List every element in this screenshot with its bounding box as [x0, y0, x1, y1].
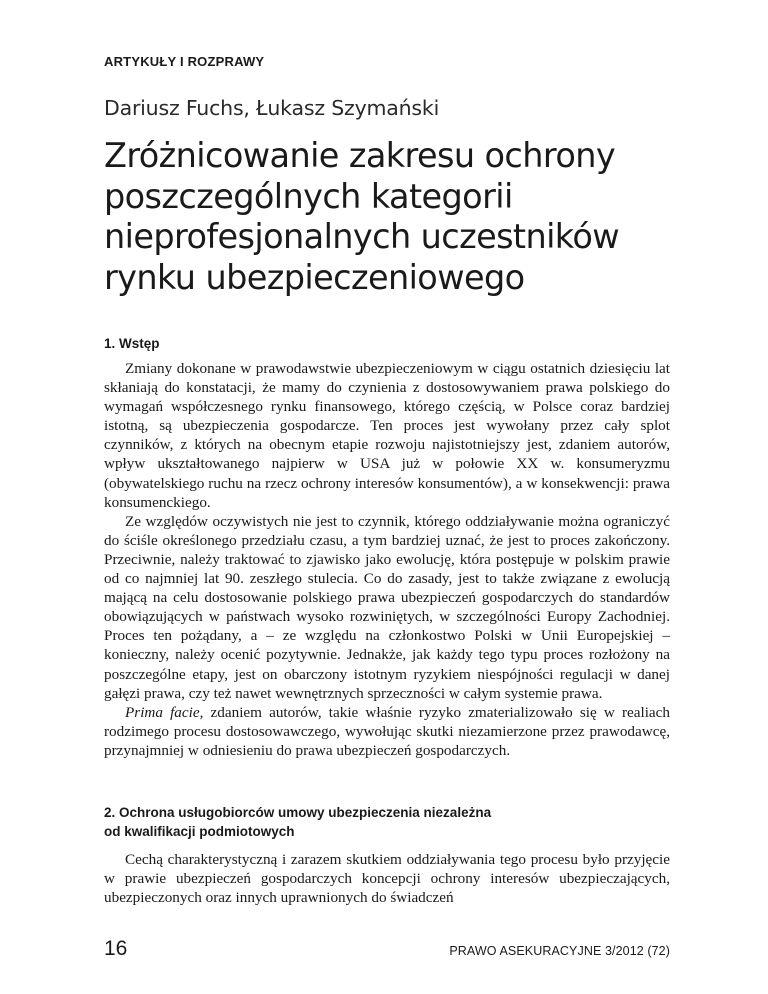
section-2-heading-line: 2. Ochrona usługobiorców umowy ubezpieczenia niezależna [104, 805, 492, 820]
section-2-heading [104, 803, 491, 841]
title-line: Zróżnicowanie zakresu ochrony [104, 136, 616, 175]
page-number: 16 [104, 937, 128, 960]
paragraph: Ze względów oczywistych nie jest to czynnik, którego oddziaływanie można ograniczyć do ściśle określonego przedziału czasu, a tym bardziej uznać, że jest to proces zakończony. Przeciwnie, należy traktować to zjawisko jako ewolucję, która postępuje w polskim prawie od co najmniej lat 90. zeszłego stulecia. Co do zasady, jest to także związane z ewolucją mającą na celu dostosowanie polskiego prawa ubezpieczeń gospodarczych do standardów obowiązujących w państwach wysoko rozwiniętych, w szczególności Europy Zachodniej. Proces ten pożądany, a – ze względu na członkostwo Polski w Unii Europejskiej – konieczny, należy ocenić pozytywnie. Jednakże, jak każdy tego typu proces rozłożony na poszczególne etapy, jest on obarczony istotnym ryzykiem niespójności regulacji w danej gałęzi prawa, czy też nawet wewnętrznych sprzeczności w całym systemie prawa. [104, 512, 670, 702]
italic-phrase: Prima facie, [125, 703, 204, 721]
section-1-heading [104, 334, 160, 353]
paragraph: Cechą charakterystyczną i zarazem skutkiem oddziaływania tego procesu było przyjęcie w prawie ubezpieczeń gospodarczych koncepcji ochrony interesów ubezpieczających, ubezpieczonych oraz innych uprawnionych do świadczeń [104, 851, 670, 907]
section-1-body [104, 359, 670, 760]
section-2-heading-line: od kwalifikacji podmiotowych [104, 824, 295, 839]
section-2-body [104, 850, 670, 907]
title-line: rynku ubezpieczeniowego [104, 257, 525, 297]
section-label: ARTYKUŁY I ROZPRAWY [104, 54, 265, 69]
journal-footer: PRAWO ASEKURACYJNE 3/2012 (72) [449, 944, 670, 958]
paragraph-text: zdaniem autorów, takie właśnie ryzyko zmaterializowało się w realiach rodzimego procesu dostosowawczego, wywołując skutki niezamierzone przez prawodawcę, przynajmniej w odniesieniu do prawa ubezpieczeń gospodarczych. [104, 703, 670, 759]
section-1-heading-text: 1. Wstęp [104, 336, 160, 351]
paragraph: Zmiany dokonane w prawodawstwie ubezpieczeniowym w ciągu ostatnich dziesięciu lat skłaniają do konstatacji, że mamy do czynienia z dostosowywaniem prawa polskiego do wymagań współczesnego rynku finansowego, którego częścią, w Polsce coraz bardziej istotną, są ubezpieczenia gospodarcze. Ten proces jest wywołany przez cały splot czynników, z których na obecnym etapie rozwoju najistotniejszy jest, zdaniem autorów, wpływ ukształtowanego najpierw w USA już w połowie XX w. konsumeryzmu (obywatelskiego ruchu na rzecz ochrony interesów konsumentów), a w konsekwencji: prawa konsumenckiego. [104, 360, 670, 511]
paragraph [104, 703, 670, 760]
article-title [104, 136, 670, 298]
document-page [104, 0, 670, 994]
article-authors: Dariusz Fuchs, Łukasz Szymański [104, 96, 440, 120]
title-line: nieprofesjonalnych uczestników [104, 217, 620, 256]
title-line: poszczególnych kategorii [104, 176, 513, 216]
